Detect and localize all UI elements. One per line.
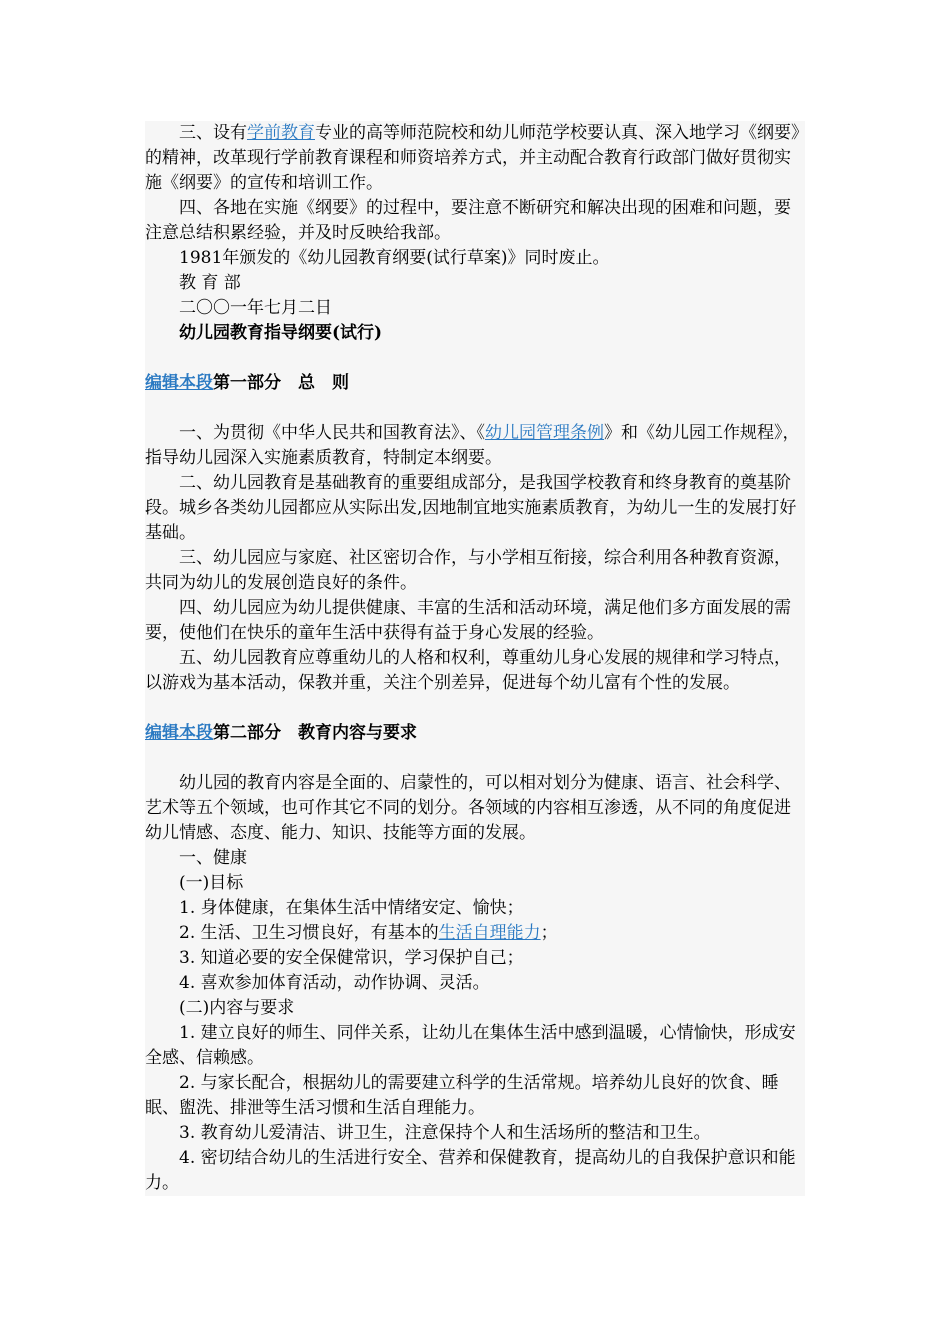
- requirement-3: 3. 教育幼儿爱清洁、讲卫生，注意保持个人和生活场所的整洁和卫生。: [179, 1123, 711, 1143]
- goal-2: [145, 921, 805, 946]
- text: 一、为贯彻《中华人民共和国教育法》、《: [179, 423, 485, 443]
- section-1-heading: [145, 371, 805, 396]
- link-self-care-ability[interactable]: 生活自理能力: [438, 923, 541, 943]
- requirements-heading: (二)内容与要求: [179, 998, 295, 1018]
- paragraph-3: [145, 121, 805, 196]
- s2-intro: 幼儿园的教育内容是全面的、启蒙性的，可以相对划分为健康、语言、社会科学、艺术等五个领域，也可作其它不同的划分。各领域的内容相互渗透，从不同的角度促进幼儿情感、态度、能力、知识、技能等方面的发展。: [145, 773, 791, 843]
- text: 专业的高等师范院校和幼儿师范学校要认真、深入地学习《纲要》的精神，改革现行学前教育课程和师资培养方式，并主动配合教育行政部门做好贯彻实施《纲要》的宣传和培训工作。: [145, 123, 800, 193]
- requirement-4: 4. 密切结合幼儿的生活进行安全、营养和保健教育，提高幼儿的自我保护意识和能力。: [145, 1148, 796, 1193]
- paragraph-4: 四、各地在实施《纲要》的过程中，要注意不断研究和解决出现的困难和问题，要注意总结积累经验，并及时反映给我部。: [145, 198, 791, 243]
- s1-item-3: 三、幼儿园应与家庭、社区密切合作，与小学相互衔接，综合利用各种教育资源，共同为幼儿的发展创造良好的条件。: [145, 548, 791, 593]
- link-kindergarten-regulations[interactable]: 幼儿园管理条例: [485, 423, 604, 443]
- shaded-block-top: [145, 121, 805, 1196]
- link-preschool-education[interactable]: 学前教育: [247, 123, 315, 143]
- goal-1: 1. 身体健康，在集体生活中情绪安定、愉快；: [179, 898, 524, 918]
- section-title: 第二部分 教育内容与要求: [213, 723, 417, 743]
- goal-3: 3. 知道必要的安全保健常识，学习保护自己；: [179, 948, 524, 968]
- s1-item-2: 二、幼儿园教育是基础教育的重要组成部分，是我国学校教育和终身教育的奠基阶段。城乡各类幼儿园都应从实际出发,因地制宜地实施素质教育，为幼儿一生的发展打好基础。: [145, 473, 797, 543]
- text: 2. 生活、卫生习惯良好，有基本的: [179, 923, 439, 943]
- edit-section-link[interactable]: 编辑本段: [145, 373, 213, 393]
- paragraph-abolish: 1981年颁发的《幼儿园教育纲要(试行草案)》同时废止。: [179, 248, 610, 268]
- text: ；: [540, 923, 558, 943]
- s1-item-5: 五、幼儿园教育应尊重幼儿的人格和权利，尊重幼儿身心发展的规律和学习特点，以游戏为基本活动，保教并重，关注个别差异，促进每个幼儿富有个性的发展。: [145, 648, 791, 693]
- requirement-1: 1. 建立良好的师生、同伴关系，让幼儿在集体生活中感到温暖，心情愉快，形成安全感、信赖感。: [145, 1023, 796, 1068]
- date: 二〇〇一年七月二日: [179, 298, 332, 318]
- text: 》和《幼儿园工作规程》，指导幼儿园深入实施素质教育，特制定本纲要。: [145, 423, 800, 468]
- section-2-heading: [145, 721, 805, 746]
- s1-item-4: 四、幼儿园应为幼儿提供健康、丰富的生活和活动环境，满足他们多方面发展的需要，使他们在快乐的童年生活中获得有益于身心发展的经验。: [145, 598, 791, 643]
- goals-heading: (一)目标: [179, 873, 244, 893]
- document-title: 幼儿园教育指导纲要(试行): [179, 323, 383, 343]
- requirement-2: 2. 与家长配合，根据幼儿的需要建立科学的生活常规。培养幼儿良好的饮食、睡眠、盥洗、排泄等生活习惯和生活自理能力。: [145, 1073, 779, 1118]
- health-heading: 一、健康: [179, 848, 247, 868]
- s1-item-1: [145, 421, 805, 471]
- edit-section-link[interactable]: 编辑本段: [145, 723, 213, 743]
- text: 三、设有: [179, 123, 247, 143]
- document-body: [145, 121, 805, 1196]
- signature: 教 育 部: [179, 273, 241, 293]
- section-title: 第一部分 总 则: [213, 373, 349, 393]
- goal-4: 4. 喜欢参加体育活动，动作协调、灵活。: [179, 973, 490, 993]
